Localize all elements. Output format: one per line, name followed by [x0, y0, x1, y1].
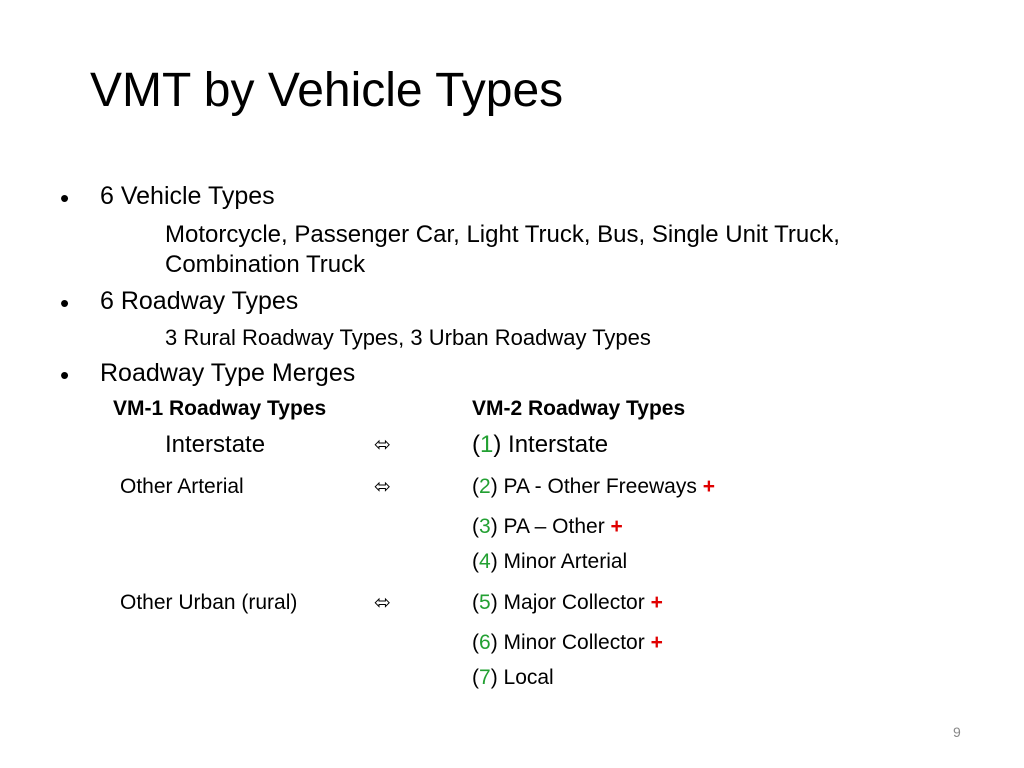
- vm2-type: (7) Local: [472, 666, 554, 689]
- bullet-2-sub-line1: 3 Rural Roadway Types, 3 Urban Roadway Types: [165, 325, 651, 350]
- vm2-type: (6) Minor Collector +: [472, 631, 663, 654]
- bullet-2-text: 6 Roadway Types: [100, 287, 299, 315]
- vm2-number: 6: [479, 631, 491, 654]
- bullet-1-sub-line1: Motorcycle, Passenger Car, Light Truck, Bus, Single Unit Truck,: [165, 221, 840, 248]
- vm1-header: VM-1 Roadway Types: [113, 397, 327, 420]
- double-arrow-icon: ⬄: [374, 592, 391, 614]
- vm1-type: Other Arterial: [120, 475, 244, 498]
- vm2-number: 2: [479, 475, 491, 498]
- vm1-type: Other Urban (rural): [120, 591, 298, 614]
- vm2-type: (1) Interstate: [472, 431, 609, 458]
- vm2-header: VM-2 Roadway Types: [472, 397, 686, 420]
- page-number: 9: [953, 724, 961, 740]
- vm2-number: 7: [479, 666, 491, 689]
- bullet-1-text: 6 Vehicle Types: [100, 182, 275, 210]
- plus-marker: +: [702, 475, 715, 498]
- slide-title: VMT by Vehicle Types: [90, 64, 564, 117]
- plus-marker: +: [610, 515, 623, 538]
- vm2-type: (5) Major Collector +: [472, 591, 663, 614]
- vm2-type: (4) Minor Arterial: [472, 550, 628, 573]
- plus-marker: +: [650, 631, 663, 654]
- bullet-2-marker: •: [60, 288, 70, 318]
- vm2-type: (3) PA – Other +: [472, 515, 623, 538]
- vm2-number: 4: [479, 550, 491, 573]
- vm2-number: 1: [480, 431, 494, 458]
- bullet-3-marker: •: [60, 360, 70, 390]
- vm2-number: 3: [479, 515, 491, 538]
- vm2-number: 5: [479, 591, 491, 614]
- bullet-1-marker: •: [60, 183, 70, 213]
- double-arrow-icon: ⬄: [374, 434, 391, 456]
- plus-marker: +: [650, 591, 663, 614]
- bullet-1-sub-line2: Combination Truck: [165, 251, 366, 278]
- vm1-type: Interstate: [165, 431, 266, 458]
- vm2-type: (2) PA - Other Freeways +: [472, 475, 715, 498]
- bullet-3-text: Roadway Type Merges: [100, 359, 356, 387]
- double-arrow-icon: ⬄: [374, 476, 391, 498]
